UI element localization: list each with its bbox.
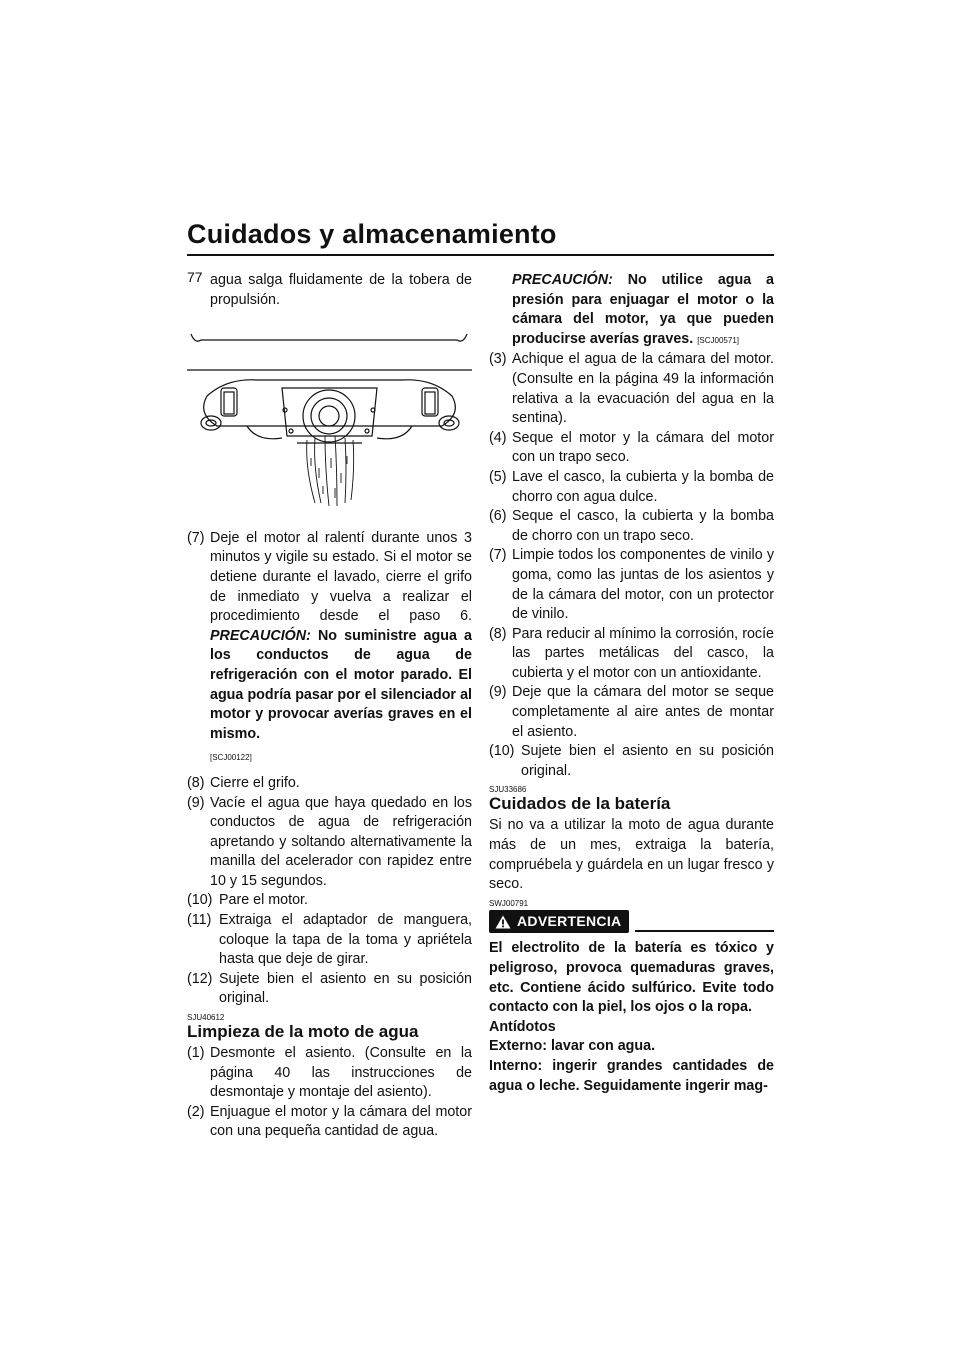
antidotes-title: Antídotos	[489, 1018, 556, 1035]
clean-step-7: (7) Limpie todos los componentes de vinilo y goma, como las juntas de los asientos y de la cámara del motor, con un protector de vinilo.	[489, 547, 774, 623]
step-8: (8) Cierre el grifo.	[187, 774, 300, 791]
warning-triangle-icon	[495, 915, 511, 929]
caution-text: No suministre agua a los conductos de agua de refrigeración con el motor parado. El agua podría pasar por el silenciador al motor y provocar averías graves en el mismo.	[210, 627, 472, 742]
battery-section-title: Cuidados de la batería	[489, 794, 671, 814]
clean-step-2: (2) Enjuague el motor y la cámara del motor con una pequeña cantidad de agua.	[187, 1103, 472, 1140]
clean-step-9: (9) Deje que la cámara del motor se seque completamente al aire antes de montar el asiento.	[489, 684, 774, 740]
right-column	[489, 271, 774, 1096]
page-title: Cuidados y almacenamiento	[187, 219, 557, 249]
clean-step-4: (4) Seque el motor y la cámara del motor con un trapo seco.	[489, 429, 774, 466]
caution-code: [SCJ00122]	[210, 753, 252, 763]
clean-step-8: (8) Para reducir al mínimo la corrosión, rocíe las partes metálicas del casco, la cubierta y el motor con un antioxidante.	[489, 625, 774, 681]
section-code: SJU40612	[187, 1013, 225, 1023]
caution-text: No utilice agua a presión para enjuagar el motor o la cámara del motor, ya que pueden producirse averías graves.	[512, 272, 774, 347]
warning-badge	[489, 910, 629, 934]
warning-header	[489, 910, 774, 934]
page-number: 77	[187, 269, 203, 285]
intro-text: agua salga fluidamente de la tobera de propulsión.	[210, 272, 472, 308]
jet-nozzle-illustration	[187, 318, 472, 508]
warning-label: ADVERTENCIA	[517, 912, 622, 929]
warning-text: El electrolito de la batería es tóxico y peligroso, provoca quemaduras graves, etc. Contiene ácido sulfúrico. Evite todo contacto con la piel, los ojos o la ropa.	[489, 940, 774, 1016]
caution-code: [SCJ00571]	[697, 335, 739, 345]
step-7: (7) Deje el motor al ralentí durante unos 3 minutos y vigile su estado. Si el motor se detiene durante el lavado, cierre el grifo de inmediato y vuelva a realizar el procedimiento desde el paso 6. PRECAUCIÓN: No suministre agua a los conductos de agua de refrigeración con el motor parado. El agua podría pasar por el silenciador al motor y provocar averías graves en el mismo.	[187, 529, 472, 742]
caution-label: PRECAUCIÓN:	[210, 627, 311, 644]
clean-step-10: (10) Sujete bien el asiento en su posición original.	[489, 743, 774, 779]
clean-step-6: (6) Seque el casco, la cubierta y la bomba de chorro con un trapo seco.	[489, 508, 774, 544]
clean-step-3: (3) Achique el agua de la cámara del motor. (Consulte en la página 49 la información relativa a la evacuación del agua en la sentina).	[489, 351, 774, 427]
caution-label: PRECAUCIÓN:	[512, 272, 613, 288]
warning-rule	[635, 930, 774, 932]
clean-step-5: (5) Lave el casco, la cubierta y la bomba de chorro con agua dulce.	[489, 468, 774, 505]
antidote-internal: Interno: ingerir grandes cantidades de agua o leche. Seguidamente ingerir mag-	[489, 1057, 774, 1094]
left-column	[187, 271, 472, 1142]
section-title: Limpieza de la moto de agua	[187, 1022, 419, 1042]
step-12: (12) Sujete bien el asiento en su posición original.	[187, 970, 472, 1007]
step-7-text: Deje el motor al ralentí durante unos 3 minutos y vigile su estado. Si el motor se detiene durante el lavado, cierre el grifo de inmediato y vuelva a realizar el procedimiento desde el paso 6.	[210, 529, 472, 625]
antidote-external: Externo: lavar con agua.	[489, 1038, 656, 1055]
caution-paragraph	[489, 271, 774, 350]
step-11: (11) Extraiga el adaptador de manguera, coloque la tapa de la toma y apriétela hasta que deje de girar.	[187, 912, 472, 968]
clean-step-1: (1) Desmonte el asiento. (Consulte en la página 40 las instrucciones de desmontaje y montaje del asiento).	[187, 1045, 472, 1101]
step-10: (10) Pare el motor.	[187, 892, 308, 909]
step-9: (9) Vacíe el agua que haya quedado en los conductos de agua de refrigeración apretando y soltando alternativamente la manilla del acelerador con rapidez entre 10 y 15 segundos.	[187, 794, 472, 889]
title-rule	[187, 254, 774, 256]
battery-section-code: SJU33686	[489, 785, 527, 795]
warning-code: SWJ00791	[489, 898, 529, 908]
battery-text: Si no va a utilizar la moto de agua durante más de un mes, extraiga la batería, compruébela y guárdela en un lugar fresco y seco.	[489, 817, 774, 893]
